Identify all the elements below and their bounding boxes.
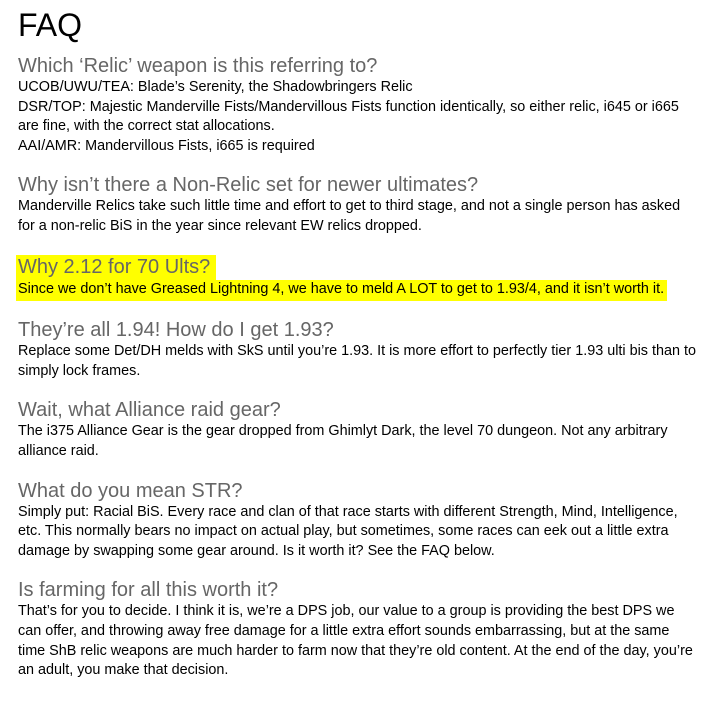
section-spacer: [18, 156, 718, 174]
faq-question-text: Is farming for all this worth it?: [18, 579, 279, 602]
faq-answer: [18, 342, 718, 381]
faq-answer-line: an adult, you make that decision.: [18, 662, 229, 679]
faq-section: [18, 55, 718, 174]
faq-section: [18, 579, 718, 680]
faq-question: [18, 174, 718, 197]
faq-answer-line: Manderville Relics take such little time and effort to get to third stage, and not a single person has asked: [18, 198, 681, 215]
faq-answer-line: are fine, with the correct stat allocations.: [18, 118, 275, 135]
highlighted-text: Since we don’t have Greased Lightning 4, we have to meld A LOT to get to 1.93/4, and it isn’t worth it.: [16, 280, 667, 302]
faq-question-text: They’re all 1.94! How do I get 1.93?: [18, 319, 334, 342]
section-spacer: [18, 301, 718, 319]
faq-question: [18, 399, 718, 422]
faq-page: [18, 6, 718, 681]
faq-section: [18, 319, 718, 399]
faq-question: [18, 55, 718, 78]
faq-answer-line: UCOB/UWU/TEA: Blade’s Serenity, the Shadowbringers Relic: [18, 79, 413, 95]
faq-question-text: Why 2.12 for 70 Ults?: [16, 255, 216, 280]
faq-answer-line: DSR/TOP: Majestic Manderville Fists/Mandervillous Fists function identically, so either relic, i645 or i665: [18, 98, 679, 115]
faq-section: [18, 174, 718, 254]
faq-answer: [18, 280, 718, 302]
faq-question: [18, 480, 718, 503]
faq-answer-line: The i375 Alliance Gear is the gear dropped from Ghimlyt Dark, the level 70 dungeon. Not any arbitrary: [18, 423, 668, 440]
page-title: FAQ: [18, 7, 83, 43]
faq-answer: [18, 78, 718, 156]
section-spacer: [18, 237, 718, 255]
faq-answer-line: Replace some Det/DH melds with SkS until you’re 1.93. It is more effort to perfectly tier 1.93 ulti bis than to: [18, 343, 696, 360]
faq-answer-line: can offer, and throwing away free damage for a little extra effort sounds embarrassing, but at the same: [18, 622, 670, 639]
faq-answer-line: time ShB relic weapons are much harder to farm now that they’re old content. At the end of the day, you’re: [18, 642, 693, 659]
faq-question: [18, 579, 718, 602]
faq-question: [18, 255, 718, 280]
faq-section: [18, 480, 718, 580]
faq-answer-line: for a non-relic BiS in the year since relevant EW relics dropped.: [18, 217, 422, 234]
faq-answer-line: damage by swapping some gear around. Is it worth it? See the FAQ below.: [18, 542, 495, 559]
faq-question-text: Wait, what Alliance raid gear?: [18, 399, 281, 422]
faq-answer: [18, 197, 718, 236]
faq-answer: [18, 602, 718, 680]
faq-answer-line: etc. This normally bears no impact on actual play, but sometimes, some races can eek out a little extra: [18, 523, 669, 540]
faq-answer-line: That’s for you to decide. I think it is, we’re a DPS job, our value to a group is providing the best DPS we: [18, 603, 675, 620]
faq-question-text: Which ‘Relic’ weapon is this referring to?: [18, 55, 378, 77]
faq-answer-line: alliance raid.: [18, 442, 99, 459]
faq-section: [18, 255, 718, 320]
faq-answer-line: AAI/AMR: Mandervillous Fists, i665 is required: [18, 137, 315, 154]
faq-question-text: What do you mean STR?: [18, 479, 243, 502]
faq-question: [18, 319, 718, 342]
faq-question-text: Why isn’t there a Non-Relic set for newer ultimates?: [18, 174, 479, 197]
faq-answer-line: Simply put: Racial BiS. Every race and clan of that race starts with different Strength, Mind, Intelligence,: [18, 503, 678, 520]
section-spacer: [18, 462, 718, 480]
faq-section: [18, 399, 718, 479]
section-spacer: [18, 561, 718, 579]
faq-answer: [18, 503, 718, 562]
section-spacer: [18, 381, 718, 399]
faq-answer-line: simply lock frames.: [18, 362, 141, 379]
faq-list: [18, 55, 718, 681]
faq-answer: [18, 422, 718, 461]
faq-answer-line: [18, 280, 718, 302]
